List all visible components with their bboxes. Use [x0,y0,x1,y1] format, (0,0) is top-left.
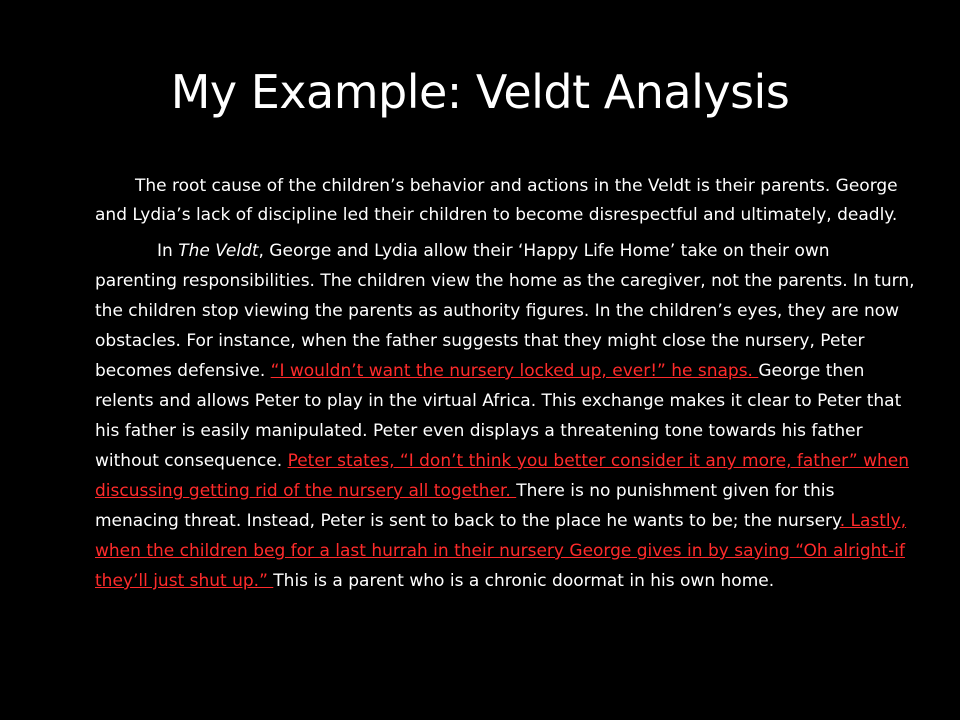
quote-peter-snaps: “I wouldn’t want the nursery locked up, ever!” he snaps. [270,361,759,381]
quote-peter-states: Peter states, “I don’t think you better consider it any more, father” when discussing getting rid of the nursery all together. [95,451,910,501]
quote-george-gives-in: . Lastly, when the children beg for a last hurrah in their nursery George gives in by saying “Oh alright-if they’ll just shut up.” [95,511,907,591]
slide-title: My Example: Veldt Analysis [170,65,790,119]
story-title: The Veldt [178,241,259,261]
analysis-segment-1: , George and Lydia allow their ‘Happy Life Home’ take on their own parenting responsibilities. The children view the home as the caregiver, not the parents. In turn, the children stop viewing the parents as authority figures. In the children’s eyes, they are now obstacles. For instance, when the father suggests that they might close the nursery, Peter becomes defensive. [95,241,915,381]
analysis-segment-2: George then relents and allows Peter to play in the virtual Africa. This exchange makes it clear to Peter that his father is easily manipulated. Peter even displays a threatening tone towards his father without consequence. [95,361,902,471]
analysis-segment-3: There is no punishment given for this menacing threat. Instead, Peter is sent to back to the place he wants to be; the nursery [95,481,840,531]
paragraph-in-prefix: In [157,241,179,261]
paragraph-analysis [95,236,915,596]
paragraph-thesis: The root cause of the children’s behavior and actions in the Veldt is their parents. George and Lydia’s lack of discipline led their children to become disrespectful and ultimately, deadly. [95,176,898,225]
analysis-segment-4: This is a parent who is a chronic doormat in his own home. [273,571,775,591]
slide-body [95,172,915,596]
